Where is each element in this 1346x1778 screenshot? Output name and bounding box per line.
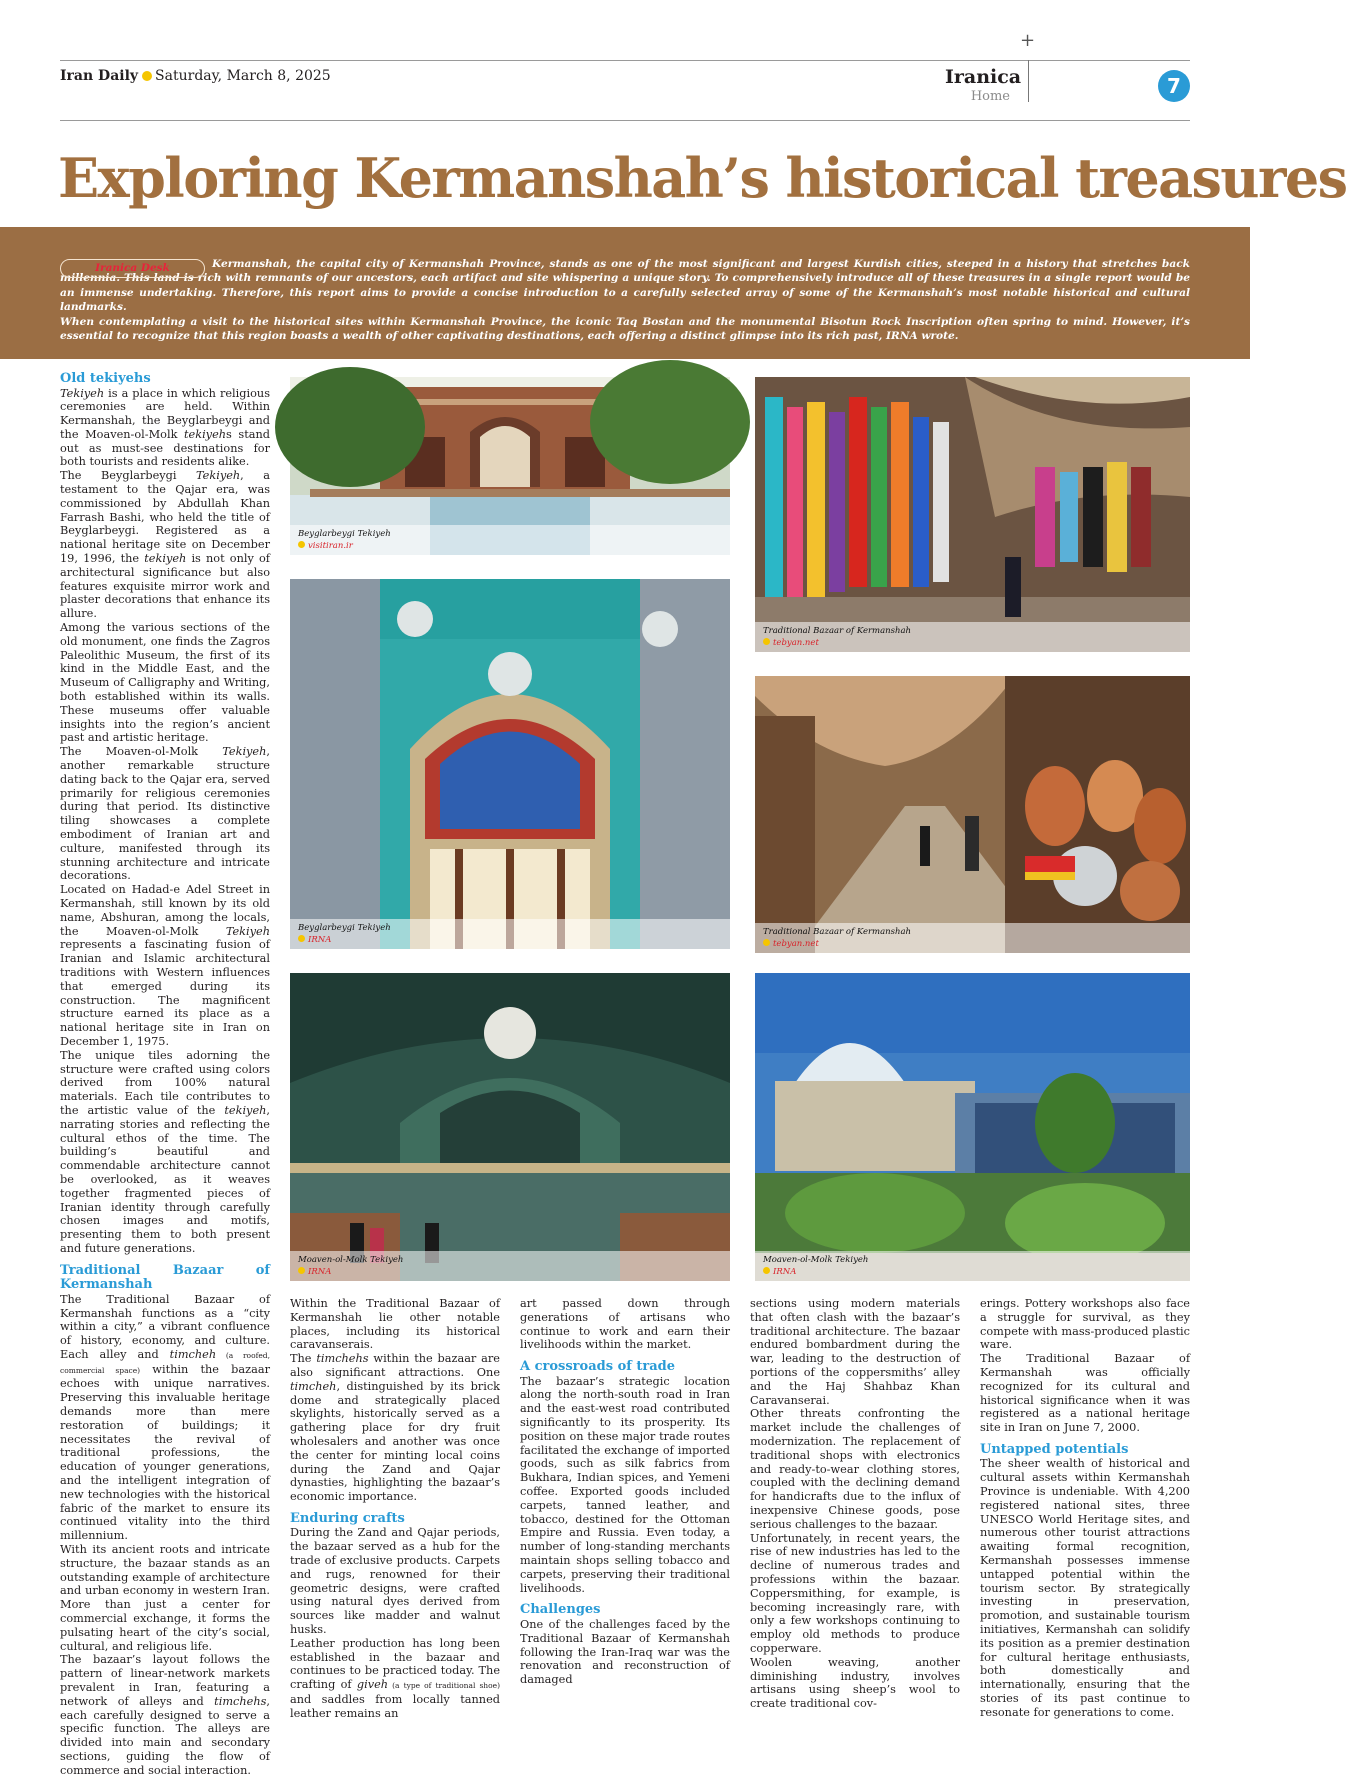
photo-moaven-ol-molk-exterior bbox=[755, 973, 1190, 1281]
issue-date: Saturday, March 8, 2025 bbox=[155, 68, 331, 84]
paragraph: Leather production has long been established in the bazaar and continues to be practiced today. The crafting of giveh (a type of traditional shoe) and saddles from locally tanned leather remains an bbox=[290, 1636, 501, 1720]
photo-caption: Traditional Bazaar of Kermanshah tebyan.net bbox=[755, 923, 1190, 953]
subheading: A crossroads of trade bbox=[520, 1359, 675, 1375]
subheading: Traditional Bazaar of Kermanshah bbox=[60, 1262, 270, 1293]
paragraph: Unfortunately, in recent years, the rise of new industries has led to the decline of numerous trades and professions within the bazaar. Coppersmithing, for example, is becoming increasingly rare, with only a few workshops continuing to employ old methods to produce copperware. bbox=[750, 1531, 960, 1655]
paragraph: During the Zand and Qajar periods, the bazaar served as a hub for the trade of exclusive products. Carpets and rugs, renowned for their geometric designs, were crafted using natural dyes derived from sources like madder and walnut husks. bbox=[290, 1526, 500, 1637]
photo-caption: Moaven-ol-Molk Tekiyeh IRNA bbox=[755, 1251, 1190, 1281]
paragraph: The Beyglarbeygi Tekiyeh, a testament to the Qajar era, was commissioned by Abdullah Khan Farrash Bashi, who held the title of Beyglarbeygi. Registered as a national heritage site on December 19, 1996, the tekiyeh is not only of architectural significance but also features exquisite mirror work and plaster decorations that enhance its allure. bbox=[60, 469, 271, 621]
article-column-1 bbox=[60, 371, 271, 1777]
header-top-rule bbox=[60, 60, 1190, 61]
paragraph: The Traditional Bazaar of Kermanshah functions as a “city within a city,” a vibrant confluence of history, economy, and culture. Each alley and timcheh (a roofed, commercial space) within the bazaar echoes with unique narratives. Preserving this invaluable heritage demands more than mere restoration of buildings; it necessitates the revival of traditional professions, the education of younger generations, and the intelligent integration of new technologies with the historical fabric of the market to ensure its continued vitality into the third millennium. bbox=[60, 1292, 270, 1543]
bazaar-copper-image bbox=[755, 676, 1190, 953]
paragraph: Among the various sections of the old monument, one finds the Zagros Paleolithic Museum, the first of its kind in the Middle East, and the Museum of Calligraphy and Writing, both established within its walls. These museums offer valuable insights into the region’s ancient past and artistic heritage. bbox=[60, 621, 270, 745]
photo-beyglarbeygi-interior bbox=[290, 579, 730, 949]
paragraph: Woolen weaving, another diminishing industry, involves artisans using sheep’s wool to create traditional cov- bbox=[750, 1655, 960, 1711]
paragraph: The unique tiles adorning the structure were crafted using colors derived from 100% natural materials. Each tile contributes to the artistic value of the tekiyeh, narrating stories and reflecting the cultural ethos of the time. The building’s beautiful and commendable architecture cannot be overlooked, as it weaves together fragmented pieces of Iranian identity through carefully chosen images and motifs, presenting them to both present and future generations. bbox=[60, 1048, 270, 1255]
plus-mark-icon: + bbox=[1020, 30, 1036, 51]
desk-badge: Iranica Desk bbox=[60, 259, 205, 278]
paragraph: erings. Pottery workshops also face a struggle for survival, as they compete with mass-produced plastic ware. bbox=[980, 1297, 1190, 1352]
paragraph: The Traditional Bazaar of Kermanshah was officially recognized for its cultural and historical significance when it was registered as a national heritage site in Iran on June 7, 2000. bbox=[980, 1352, 1190, 1435]
article-column-2 bbox=[290, 1297, 501, 1720]
paragraph: The Moaven-ol-Molk Tekiyeh, another remarkable structure dating back to the Qajar era, served primarily for religious ceremonies during that period. Its distinctive tiling showcases a complete embodiment of Iranian art and culture, manifested through its stunning architecture and intricate decorations. bbox=[60, 745, 270, 883]
paragraph: The timchehs within the bazaar are also significant attractions. One timcheh, distinguished by its brick dome and strategically placed skylights, historically served as a gathering place for dry fruit wholesalers and another was once the center for minting local coins during the Zand and Qajar dynasties, highlighting the bazaar’s economic importance. bbox=[290, 1352, 500, 1504]
subheading: Challenges bbox=[520, 1602, 601, 1618]
paper-name: Iran Daily bbox=[60, 68, 139, 84]
mirror-hall-image bbox=[290, 579, 730, 949]
photo-bazaar-copperware bbox=[755, 676, 1190, 953]
headline: Exploring Kermanshah’s historical treasures bbox=[58, 146, 1346, 210]
intro-paragraph: Kermanshah, the capital city of Kermanshah Province, stands as one of the most significant and largest Kurdish cities, steeped in a history that stretches back millennia. This land is rich with remnants of our ancestors, each artifact and site whispering a unique story. To comprehensively introduce all of these treasures in a single report would be an immense undertaking. Therefore, this report aims to provide a concise introduction to a carefully selected array of some of the Kermanshah’s most notable historical and cultural landmarks. bbox=[60, 258, 1190, 314]
photo-caption: Beyglarbeygi Tekiyeh visitiran.ir bbox=[290, 525, 730, 555]
subheading: Old tekiyehs bbox=[60, 371, 151, 386]
paragraph: The bazaar’s layout follows the pattern of linear-network markets prevalent in Iran, featuring a network of alleys and timchehs, each carefully designed to serve a specific function. The alleys are divided into main and secondary sections, guiding the flow of commerce and social interaction. bbox=[60, 1653, 270, 1777]
subsection-name: Home bbox=[970, 89, 1010, 104]
photo-moaven-ol-molk-interior bbox=[290, 973, 730, 1281]
photo-caption: Beyglarbeygi Tekiyeh IRNA bbox=[290, 919, 730, 949]
page-number: 7 bbox=[1158, 70, 1190, 102]
photo-caption: Traditional Bazaar of Kermanshah tebyan.net bbox=[755, 622, 1190, 652]
bazaar-fabric-image bbox=[755, 377, 1190, 652]
paragraph: Other threats confronting the market include the challenges of modernization. The replacement of traditional shops with electronics and ready-to-wear clothing stores, coupled with the declining demand for handicrafts due to the influx of inexpensive Chinese goods, pose serious challenges to the bazaar. bbox=[750, 1407, 960, 1531]
photo-caption: Moaven-ol-Molk Tekiyeh IRNA bbox=[290, 1251, 730, 1281]
paragraph: The sheer wealth of historical and cultural assets within Kermanshah Province is undeniable. With 4,200 registered national sites, three UNESCO World Heritage sites, and numerous other tourist attractions awaiting formal recognition, Kermanshah possesses immense untapped potential within the tourism sector. By strategically investing in preservation, promotion, and sustainable tourism initiatives, Kermanshah can solidify its position as a premier destination for cultural heritage enthusiasts, both domestically and internationally, ensuring that the stories of its past continue to resonate for generations to come. bbox=[980, 1457, 1190, 1719]
paragraph: The bazaar’s strategic location along the north-south road in Iran and the east-west road contributed significantly to its prosperity. Its position on these major trade routes facilitated the exchange of imported goods, such as silk fabrics from Bukhara, Indian spices, and Yemeni coffee. Exported goods included carpets, tanned leather, and tobacco, destined for the Ottoman Empire and Russia. Even today, a number of long-standing merchants maintain shops selling tobacco and carpets, preserving their traditional livelihoods. bbox=[520, 1374, 730, 1595]
masthead bbox=[60, 68, 331, 84]
header-bottom-rule bbox=[60, 120, 1190, 121]
photo-beyglarbeygi-exterior bbox=[290, 377, 730, 555]
tiled-hall-image bbox=[290, 973, 730, 1281]
subheading: Untapped potentials bbox=[980, 1441, 1129, 1457]
intro-paragraph: When contemplating a visit to the historical sites within Kermanshah Province, the iconic Taq Bostan and the monumental Bisotun Rock Inscription often spring to mind. However, it’s essential to recognize that this region boasts a wealth of other captivating destinations, each offering a distinct glimpse into its rich past, IRNA wrote. bbox=[60, 315, 1190, 343]
paragraph: Within the Traditional Bazaar of Kermanshah lie other notable places, including its historical caravanserais. bbox=[290, 1297, 500, 1352]
subheading: Enduring crafts bbox=[290, 1510, 405, 1526]
photo-bazaar-textiles bbox=[755, 377, 1190, 652]
paragraph: sections using modern materials that often clash with the bazaar’s traditional architecture. The bazaar endured bombardment during the war, leading to the destruction of portions of the coppersmiths’ alley and the Haj Shahbaz Khan Caravanserai. bbox=[750, 1297, 960, 1407]
paragraph: Located on Hadad-e Adel Street in Kermanshah, still known by its old name, Abshuran, among the locals, the Moaven-ol-Molk Tekiyeh represents a fascinating fusion of Iranian and Islamic architectural traditions with Western influences that emerged during its construction. The magnificent structure earned its place as a national heritage site in Iran on December 1, 1975. bbox=[60, 883, 270, 1048]
paragraph: Tekiyeh is a place in which religious ceremonies are held. Within Kermanshah, the Beyglarbeygi and the Moaven-ol-Molk tekiyehs stand out as must-see destinations for both tourists and residents alike. bbox=[60, 386, 270, 469]
bullet-icon bbox=[142, 71, 152, 81]
intro-text bbox=[60, 257, 1190, 343]
dome-courtyard-image bbox=[755, 973, 1190, 1281]
article-column-4 bbox=[750, 1297, 960, 1711]
header-divider bbox=[1028, 60, 1029, 102]
paragraph: art passed down through generations of artisans who continue to work and earn their livelihoods within the market. bbox=[520, 1297, 730, 1352]
article-column-5 bbox=[980, 1297, 1190, 1719]
article-column-3 bbox=[520, 1297, 730, 1689]
paragraph: With its ancient roots and intricate structure, the bazaar stands as an outstanding example of architecture and urban economy in western Iran. More than just a center for commercial exchange, it forms the pulsating heart of the city’s social, cultural, and religious life. bbox=[60, 1543, 270, 1653]
paragraph: One of the challenges faced by the Traditional Bazaar of Kermanshah following the Iran-Iraq war was the renovation and reconstruction of damaged bbox=[520, 1617, 730, 1687]
section-name: Iranica bbox=[945, 66, 1022, 88]
